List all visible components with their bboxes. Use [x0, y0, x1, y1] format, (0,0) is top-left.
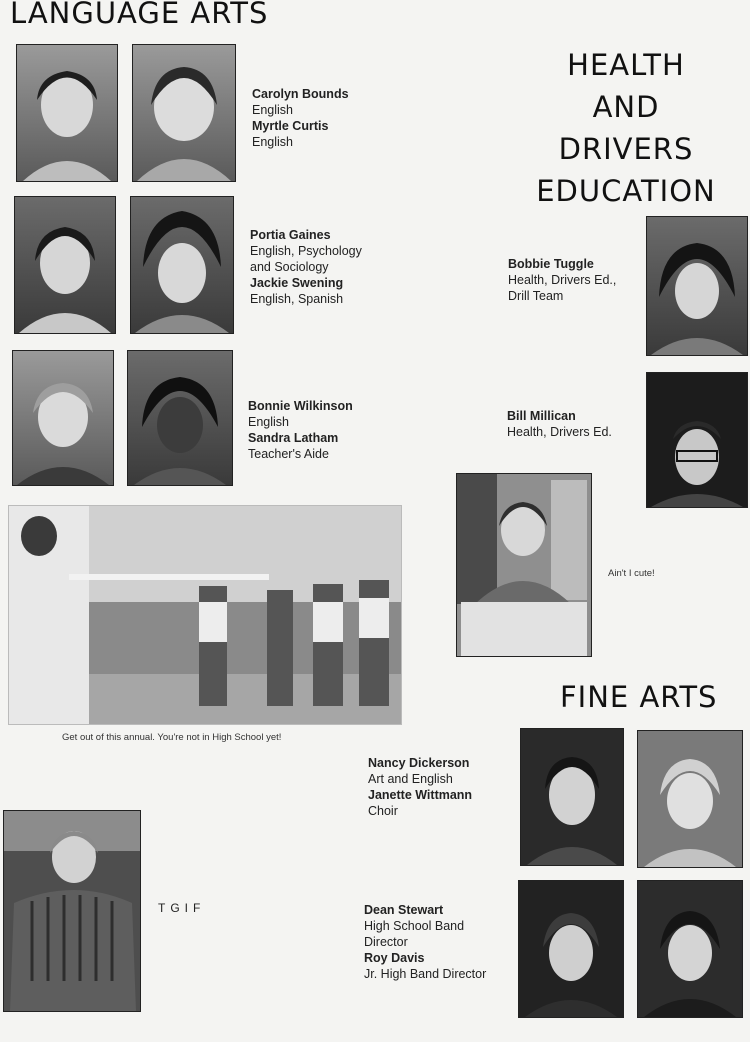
portrait-photo — [132, 44, 236, 182]
staff-role: English — [252, 135, 293, 149]
staff-caption-group — [248, 398, 353, 462]
staff-caption-group — [508, 256, 616, 304]
staff-role: High School Band Director — [364, 919, 465, 949]
staff-name: Nancy Dickerson — [368, 756, 470, 770]
staff-caption-group — [368, 755, 472, 819]
portrait-photo — [637, 880, 743, 1018]
portrait-photo — [646, 216, 748, 356]
staff-role: English — [248, 415, 289, 429]
portrait-photo — [14, 196, 116, 334]
staff-caption-group — [252, 86, 349, 150]
portrait-photo — [127, 350, 233, 486]
heading-line: DRIVERS — [558, 132, 694, 166]
staff-name: Sandra Latham — [248, 431, 339, 445]
section-title-fine-arts: FINE ARTS — [560, 680, 718, 714]
staff-caption-group — [364, 902, 486, 982]
portrait-photo — [646, 372, 748, 508]
portrait-photo — [130, 196, 234, 334]
section-title-language-arts: LANGUAGE ARTS — [10, 0, 269, 30]
candid-photo — [3, 810, 141, 1012]
staff-role: Choir — [368, 804, 398, 818]
staff-name: Portia Gaines — [250, 228, 331, 242]
heading-line: EDUCATION — [536, 174, 716, 208]
staff-name: Roy Davis — [364, 951, 425, 965]
staff-role: Health, Drivers Ed., Drill Team — [508, 273, 617, 303]
photo-caption: Get out of this annual. You're not in High School yet! — [62, 732, 282, 743]
staff-role: English — [252, 103, 293, 117]
candid-photo — [456, 473, 592, 657]
heading-line: HEALTH — [567, 48, 685, 82]
staff-role: English, Psychology and Sociology — [250, 244, 362, 274]
staff-name: Jackie Swening — [250, 276, 344, 290]
staff-role: Jr. High Band Director — [364, 967, 487, 981]
staff-role: Art and English — [368, 772, 453, 786]
staff-name: Dean Stewart — [364, 903, 444, 917]
photo-caption: Ain't I cute! — [608, 568, 655, 579]
staff-name: Myrtle Curtis — [252, 119, 329, 133]
staff-name: Bobbie Tuggle — [508, 257, 594, 271]
heading-line: AND — [592, 90, 660, 124]
portrait-photo — [16, 44, 118, 182]
portrait-photo — [520, 728, 624, 866]
staff-caption-group — [250, 227, 362, 307]
staff-caption-group — [507, 408, 612, 440]
staff-name: Janette Wittmann — [368, 788, 473, 802]
portrait-photo — [518, 880, 624, 1018]
portrait-photo — [12, 350, 114, 486]
staff-role: Teacher's Aide — [248, 447, 329, 461]
staff-name: Bill Millican — [507, 409, 576, 423]
staff-name: Carolyn Bounds — [252, 87, 349, 101]
staff-role: English, Spanish — [250, 292, 344, 306]
section-title-health-drivers-education — [520, 44, 732, 212]
photo-caption: TGIF — [158, 901, 206, 915]
staff-name: Bonnie Wilkinson — [248, 399, 353, 413]
staff-role: Health, Drivers Ed. — [507, 425, 612, 439]
candid-photo — [8, 505, 402, 725]
portrait-photo — [637, 730, 743, 868]
